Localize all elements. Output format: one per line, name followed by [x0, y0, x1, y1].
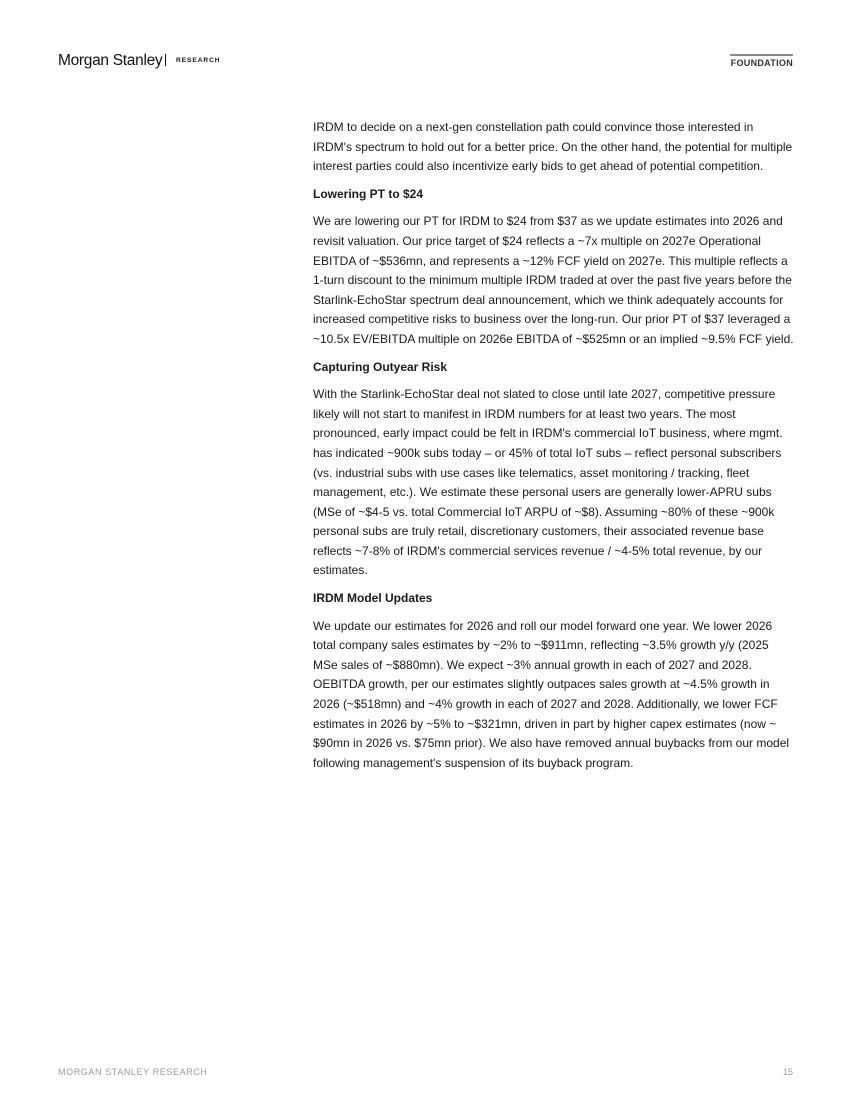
- paragraph-intro: IRDM to decide on a next-gen constellation path could convince those interested in IRDM's spectrum to hold out for a better price. On the other hand, the potential for multiple interest parties could also incentivize early bids to get ahead of potential competition.: [313, 120, 793, 174]
- paragraph-lowering-pt: We are lowering our PT for IRDM to $24 from $37 as we update estimates into 2026 and revisit valuation. Our price target of $24 reflects a ~7x multiple on 2027e Operational EBITDA of ~$536mn, and represents a ~12% FCF yield on 2027e. This multiple reflects a 1-turn discount to the minimum multiple IRDM traded at over the past five years before the Starlink-EchoStar spectrum deal announcement, which we think adequately accounts for increased competitive risks to business over the long-run. Our prior PT of $37 leveraged a ~10.5x EV/EBITDA multiple on 2026e EBITDA of ~$525mn or an implied ~9.5% FCF yield.: [313, 214, 794, 346]
- heading-outyear-risk: Capturing Outyear Risk: [313, 359, 448, 374]
- section-tag-rule: [730, 54, 793, 56]
- page-number: 15: [782, 1067, 793, 1077]
- paragraph-outyear-risk: With the Starlink-EchoStar deal not slated to close until late 2027, competitive pressure likely will not start to manifest in IRDM numbers for at least two years. The most pronounced, early impact could be felt in IRDM's commercial IoT business, where mgmt. has indicated ~900k subs today – or 45% of total IoT subs – reflect personal subscribers (vs. industrial subs with use cases like telematics, asset monitoring / tracking, fleet management, etc.). We estimate these personal users are generally lower-APRU subs (MSe of ~$4-5 vs. total Commercial IoT ARPU of ~$8). Assuming ~80% of these ~900k personal subs are truly retail, discretionary customers, their associated revenue base reflects ~7-8% of IRDM's commercial services revenue / ~4-5% total revenue, by our estimates.: [313, 387, 783, 578]
- article-body: [313, 118, 795, 781]
- logo-research-label: RESEARCH: [176, 57, 221, 64]
- paragraph-model-updates: We update our estimates for 2026 and roll our model forward one year. We lower 2026 total company sales estimates by ~2% to ~$911mn, reflecting ~3.5% growth y/y (2025 MSe sales of ~$880mn). We expect ~3% annual growth in each of 2027 and 2028. OEBITDA growth, per our estimates slightly outpaces sales growth at ~4.5% growth in 2026 (~$518mn) and ~4% growth in each of 2027 and 2028. Additionally, we lower FCF estimates in 2026 by ~5% to ~$321mn, driven in part by higher capex estimates (now ~ $90mn in 2026 vs. $75mn prior). We also have removed annual buybacks from our model following management's suspension of its buyback program.: [313, 618, 790, 770]
- heading-lowering-pt: Lowering PT to $24: [313, 186, 424, 201]
- morgan-stanley-logo: Morgan Stanley: [58, 52, 163, 69]
- footer-publisher: MORGAN STANLEY RESEARCH: [58, 1067, 208, 1077]
- heading-model-updates: IRDM Model Updates: [313, 591, 433, 606]
- page-header: [58, 50, 793, 72]
- section-tag: FOUNDATION: [730, 58, 793, 68]
- logo-divider: [165, 54, 166, 66]
